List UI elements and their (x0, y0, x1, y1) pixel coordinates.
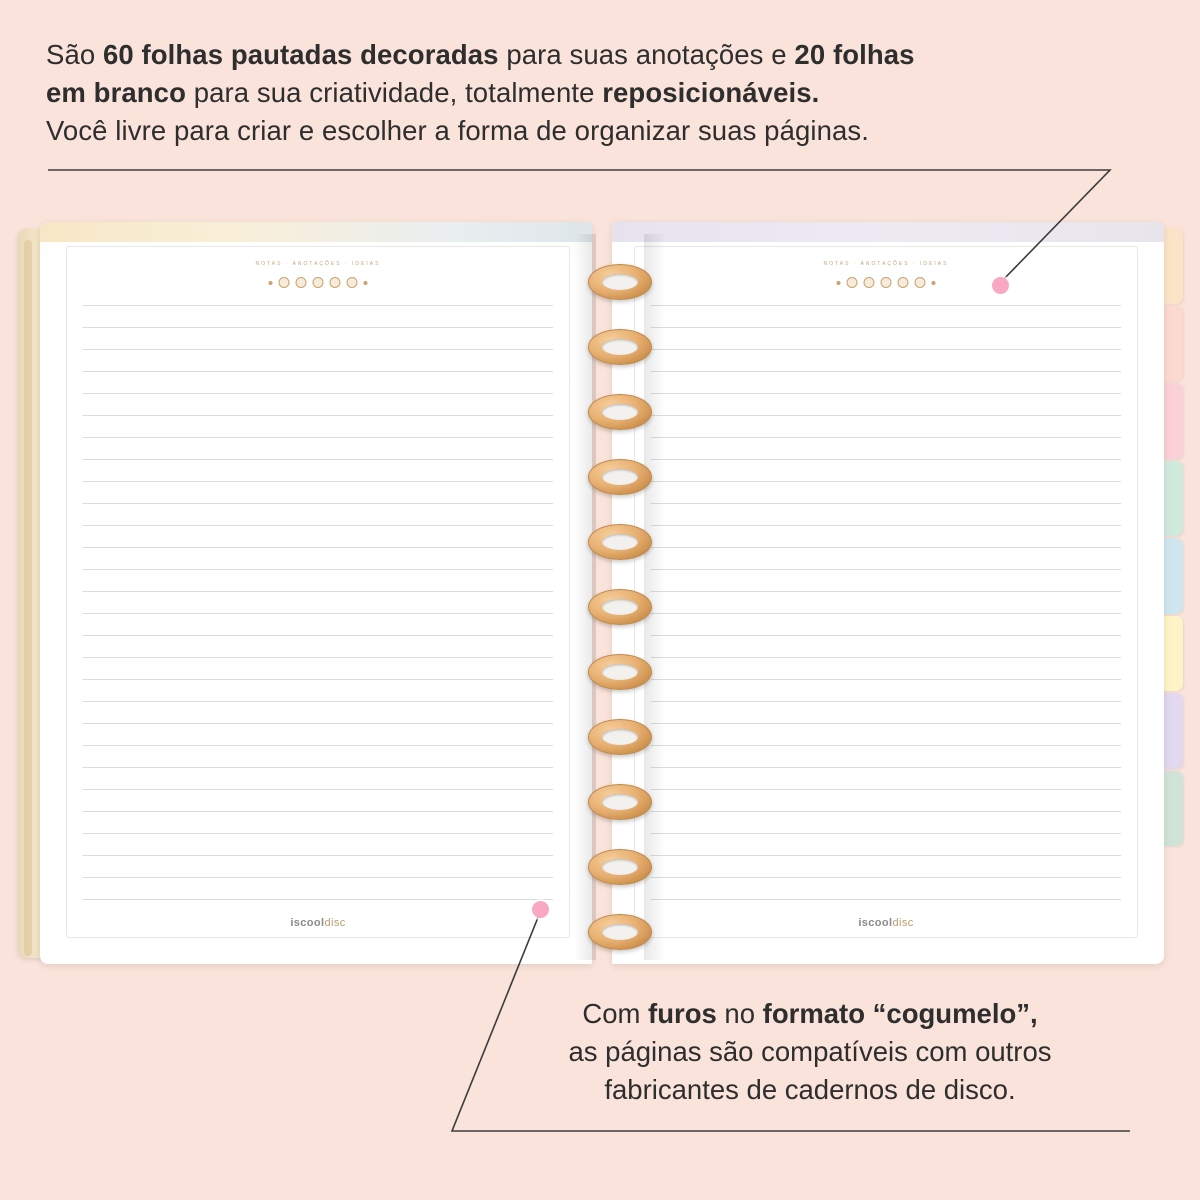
ruled-line (651, 305, 1121, 306)
ruled-line (83, 503, 553, 504)
disc-ring (588, 784, 652, 820)
ornament-dot (847, 277, 858, 288)
disc-ring (588, 394, 652, 430)
brand-name: iscool (290, 917, 325, 929)
ruled-line (83, 833, 553, 834)
ornament-dot (915, 277, 926, 288)
ruled-line (651, 547, 1121, 548)
right-page-brand (858, 917, 913, 929)
left-page-brand (290, 917, 345, 929)
disc-ring (588, 264, 652, 300)
ruled-line (651, 613, 1121, 614)
ruled-line (651, 899, 1121, 900)
bottom-caption-line-2: as páginas são compatíveis com outros (568, 1036, 1052, 1067)
ruled-line (83, 591, 553, 592)
ruled-line (83, 371, 553, 372)
ruled-line (651, 393, 1121, 394)
ruled-line (83, 613, 553, 614)
ruled-line (651, 371, 1121, 372)
disc-ring (588, 719, 652, 755)
ornament-dot (296, 277, 307, 288)
ruled-line (651, 349, 1121, 350)
ruled-line (651, 591, 1121, 592)
ruled-line (651, 437, 1121, 438)
right-page-top-accent (612, 222, 1164, 242)
ornament-dot (330, 277, 341, 288)
disc-ring (588, 524, 652, 560)
brand-suffix: disc (324, 917, 346, 929)
ruled-line (83, 767, 553, 768)
ornament-dot (313, 277, 324, 288)
right-page-ornament (837, 277, 936, 288)
ruled-line (83, 437, 553, 438)
right-page (612, 222, 1164, 964)
bottom-caption-line-3: fabricantes de cadernos de disco. (604, 1074, 1016, 1105)
ruled-line (83, 679, 553, 680)
ruled-line (651, 679, 1121, 680)
ruled-line (83, 789, 553, 790)
ruled-line (651, 415, 1121, 416)
ruled-line (651, 569, 1121, 570)
ruled-line (651, 745, 1121, 746)
ruled-line (83, 459, 553, 460)
notebook-spine (574, 226, 666, 966)
cover-edge (24, 240, 32, 956)
left-page-ornament (269, 277, 368, 288)
left-page (40, 222, 592, 964)
disc-ring (588, 459, 652, 495)
notebook-photo (18, 222, 1183, 967)
disc-ring (588, 914, 652, 950)
ruled-line (651, 723, 1121, 724)
ruled-line (651, 833, 1121, 834)
right-ornament-label: NOTAS · ANOTAÇÕES · IDEIAS (823, 261, 949, 267)
bottom-caption (480, 995, 1140, 1109)
ruled-line (83, 525, 553, 526)
left-page-inner (66, 246, 570, 938)
ruled-line (83, 723, 553, 724)
left-ornament-label: NOTAS · ANOTAÇÕES · IDEIAS (255, 261, 381, 267)
ornament-dot (347, 277, 358, 288)
right-page-rules (651, 305, 1121, 903)
ruled-line (651, 525, 1121, 526)
ornament-dot (837, 281, 841, 285)
ruled-line (83, 701, 553, 702)
ruled-line (651, 855, 1121, 856)
brand-suffix: disc (892, 917, 914, 929)
disc-ring (588, 849, 652, 885)
marker-dot-bottom-left (532, 901, 549, 918)
ruled-line (651, 635, 1121, 636)
top-caption (46, 36, 1126, 150)
disc-ring (588, 329, 652, 365)
ornament-dot (898, 277, 909, 288)
ruled-line (83, 899, 553, 900)
ruled-line (83, 635, 553, 636)
ornament-dot (864, 277, 875, 288)
ruled-line (651, 789, 1121, 790)
disc-ring (588, 654, 652, 690)
ornament-dot (932, 281, 936, 285)
ruled-line (83, 393, 553, 394)
ruled-line (83, 547, 553, 548)
ruled-line (651, 459, 1121, 460)
marker-dot-top-right (992, 277, 1009, 294)
ruled-line (83, 569, 553, 570)
top-caption-line-2: em branco para sua criatividade, totalmente reposicionáveis. (46, 77, 820, 108)
ruled-line (83, 811, 553, 812)
ruled-line (651, 657, 1121, 658)
ruled-line (651, 767, 1121, 768)
ruled-line (83, 855, 553, 856)
ruled-line (83, 481, 553, 482)
top-caption-line-3: Você livre para criar e escolher a forma de organizar suas páginas. (46, 115, 869, 146)
ruled-line (83, 327, 553, 328)
top-caption-line-1: São 60 folhas pautadas decoradas para suas anotações e 20 folhas (46, 39, 915, 70)
left-page-rules (83, 305, 553, 903)
ruled-line (651, 811, 1121, 812)
ornament-dot (881, 277, 892, 288)
ruled-line (651, 701, 1121, 702)
ornament-dot (269, 281, 273, 285)
ruled-line (83, 745, 553, 746)
bottom-caption-line-1: Com furos no formato “cogumelo”, (582, 998, 1038, 1029)
ruled-line (83, 877, 553, 878)
ruled-line (83, 349, 553, 350)
ruled-line (651, 877, 1121, 878)
ornament-dot (279, 277, 290, 288)
ruled-line (83, 305, 553, 306)
left-page-top-accent (40, 222, 592, 242)
ornament-dot (364, 281, 368, 285)
ruled-line (83, 415, 553, 416)
ruled-line (651, 503, 1121, 504)
brand-name: iscool (858, 917, 893, 929)
ruled-line (651, 327, 1121, 328)
ruled-line (651, 481, 1121, 482)
disc-ring (588, 589, 652, 625)
ruled-line (83, 657, 553, 658)
right-page-inner (634, 246, 1138, 938)
